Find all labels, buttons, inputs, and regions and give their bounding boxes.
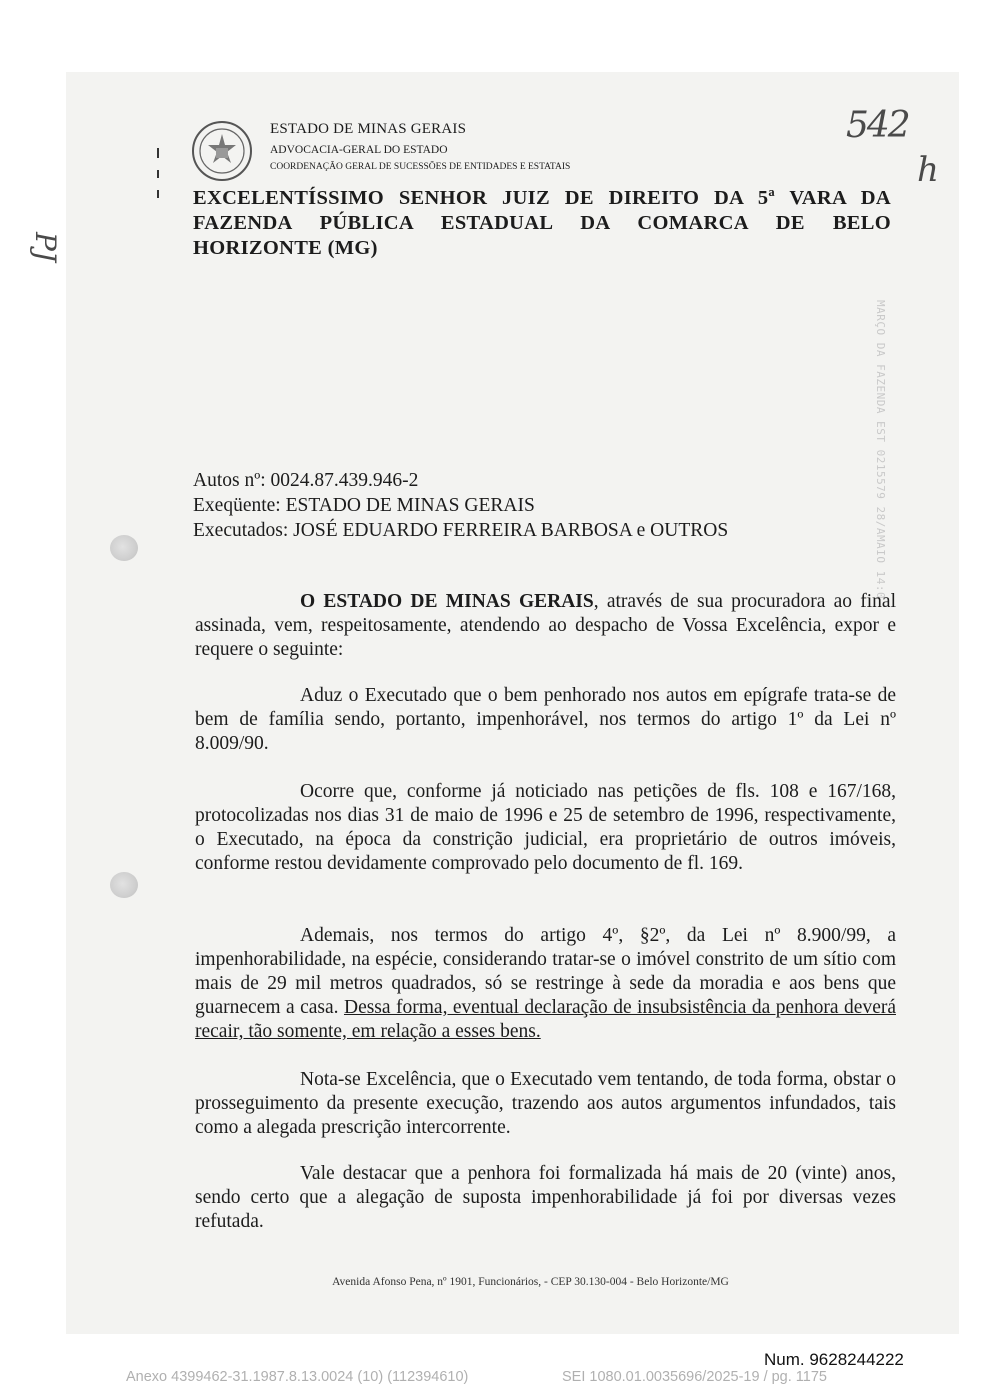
paragraph-6 [195,1162,896,1234]
case-info [193,468,728,543]
header-state: ESTADO DE MINAS GERAIS [270,121,467,137]
document-number: Num. 9628244222 [764,1350,904,1369]
party-name-bold: O ESTADO DE MINAS GERAIS [300,591,594,612]
paragraph-6-text: Vale destacar que a penhora foi formalizada há mais de 20 (vinte) anos, sendo certo que a alegação de suposta impenhorabilidade já foi por diversas vezes refutada. [195,1163,896,1232]
paragraph-2-text: Aduz o Executado que o bem penhorado nos autos em epígrafe trata-se de bem de família sendo, portanto, impenhorável, nos termos do artigo 1º da Lei nº 8.009/90. [195,685,896,754]
paragraph-5 [195,1068,896,1140]
header-department: COORDENAÇÃO GERAL DE SUCESSÕES DE ENTIDADES E ESTATAIS [270,162,571,172]
addressee-line-1: EXCELENTÍSSIMO SENHOR JUIZ DE DIREITO DA 5ª VARA DA [193,187,891,209]
handwritten-page-number: 542 [846,105,909,146]
paragraph-4-underlined: Dessa forma, eventual declaração de insubsistência da penhora deverá recair, tão somente, em relação a esses bens. [195,997,896,1042]
paragraph-4-text: Ademais, nos termos do artigo 4º, §2º, da Lei nº 8.900/99, a impenhorabilidade, na espécie, considerando tratar-se o imóvel constrito de um sítio com mais de 29 mil metros quadrados, só se restringe à sede da moradia e aos bens que guarnecem a casa. [195,925,896,1018]
case-defendants: Executados: JOSÉ EDUARDO FERREIRA BARBOSA e OUTROS [193,520,729,541]
margin-dash-mark [157,190,159,198]
filing-stamp: MARÇO DA FAZENDA EST 0215579 28/AMAIO 14:0 [874,300,887,600]
punch-hole [110,872,138,898]
handwritten-margin-note: PJ [29,232,62,263]
addressee-line-2: FAZENDA PÚBLICA ESTADUAL DA COMARCA DE BELO [193,212,891,234]
sei-reference: SEI 1080.01.0035696/2025-19 / pg. 1175 [562,1369,827,1385]
handwritten-initial: h [917,150,939,190]
paragraph-4 [195,924,896,1044]
case-number: Autos nº: 0024.87.439.946-2 [193,470,419,491]
paragraph-1 [195,590,896,662]
header-agency: ADVOCACIA-GERAL DO ESTADO [270,144,448,156]
paragraph-3-text: Ocorre que, conforme já noticiado nas petições de fls. 108 e 167/168, protocolizadas nos dias 31 de maio de 1996 e 25 de setembro de 1996, respectivamente, o Executado, na época da constrição judicial, era proprietário de outros imóveis, conforme restou devidamente comprovado pelo documento de fl. 169. [195,781,896,874]
state-coat-of-arms-seal [191,120,253,182]
addressee-heading [193,186,891,261]
paragraph-2 [195,684,896,756]
margin-dash-mark [157,148,159,158]
annex-reference: Anexo 4399462-31.1987.8.13.0024 (10) (112394610) [126,1369,469,1385]
margin-dash-mark [157,170,159,178]
case-plaintiff: Exeqüente: ESTADO DE MINAS GERAIS [193,495,535,516]
paragraph-1-text: , através de sua procuradora ao final assinada, vem, respeitosamente, atendendo ao despacho de Vossa Excelência, expor e requere o seguinte: [195,591,896,660]
paragraph-3 [195,780,896,876]
paragraph-5-text: Nota-se Excelência, que o Executado vem tentando, de toda forma, obstar o prosseguimento da presente execução, trazendo aos autos argumentos infundados, tais como a alegada prescrição intercorrente. [195,1069,896,1138]
footer-address: Avenida Afonso Pena, nº 1901, Funcionários, - CEP 30.130-004 - Belo Horizonte/MG [332,1276,729,1288]
addressee-line-3: HORIZONTE (MG) [193,237,378,259]
punch-hole [110,535,138,561]
